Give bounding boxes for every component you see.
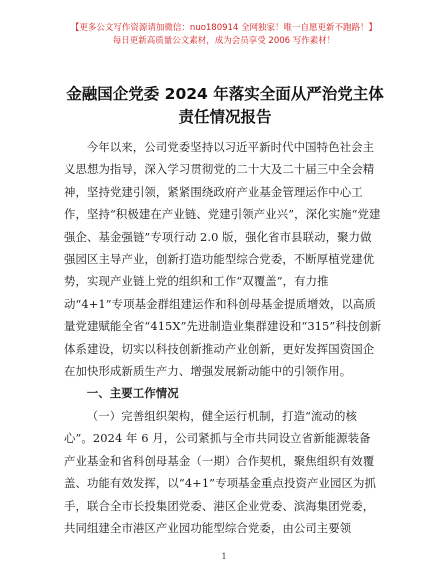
section-heading: 一、主要工作情况 — [86, 386, 179, 401]
intro-paragraph: 今年以来，公司党委坚持以习近平新时代中国特色社会主义思想为指导，深入学习贯彻党的二十大及二十届三中全会精神，坚持党建引领，紧紧围绕政府产业基金管理运作中心工作，坚持“积极建在产业链、党建引领产业兴”，深化实施“党建强企、基金强链”专项行动 2.0 版，强化省市县联动，聚力做强园区主导产业，创新打造功能型综合党委，不断厚植党建优势，实现产业链上党的组织和工作“双覆盖”，有力推动“4+1”专项基金群组建运作和科创母基金提质增效，以高质量党建赋能全省“415X”先进制造业集群建设和“315”科技创新体系建设，切实以科技创新推动产业创新，更好发挥国资国企在加快形成新质生产力、增强发展新动能中的引领作用。 — [64, 140, 382, 379]
promo-banner — [0, 22, 448, 48]
document-body — [64, 136, 382, 539]
banner-line-1: 【更多公文写作资源请加微信：nuo180914 全网独家！唯一自愿更新不跑路！】 — [70, 23, 378, 33]
page-number: 1 — [221, 552, 227, 561]
document-title: 金融国企党委 2024 年落实全面从严治党主体责任情况报告 — [66, 85, 384, 126]
banner-line-2: 每日更新高质量公文素材，成为会员享受 2006 写作素材！ — [112, 36, 336, 46]
section-paragraph: （一）完善组织架构，健全运行机制，打造“流动的核心”。2024 年 6 月，公司紧抓与全市共同设立省新能源装备产业基金和省科创母基金（一期）合作契机，聚焦组织有效覆盖、功能有效发挥，以“4+1”专项基金重点投资产业园区为抓手，联合全市长投集团党委、港区企业党委、滨海集团党委，共同组建全市港区产业园功能型综合党委，由公司主要领 — [64, 408, 376, 535]
